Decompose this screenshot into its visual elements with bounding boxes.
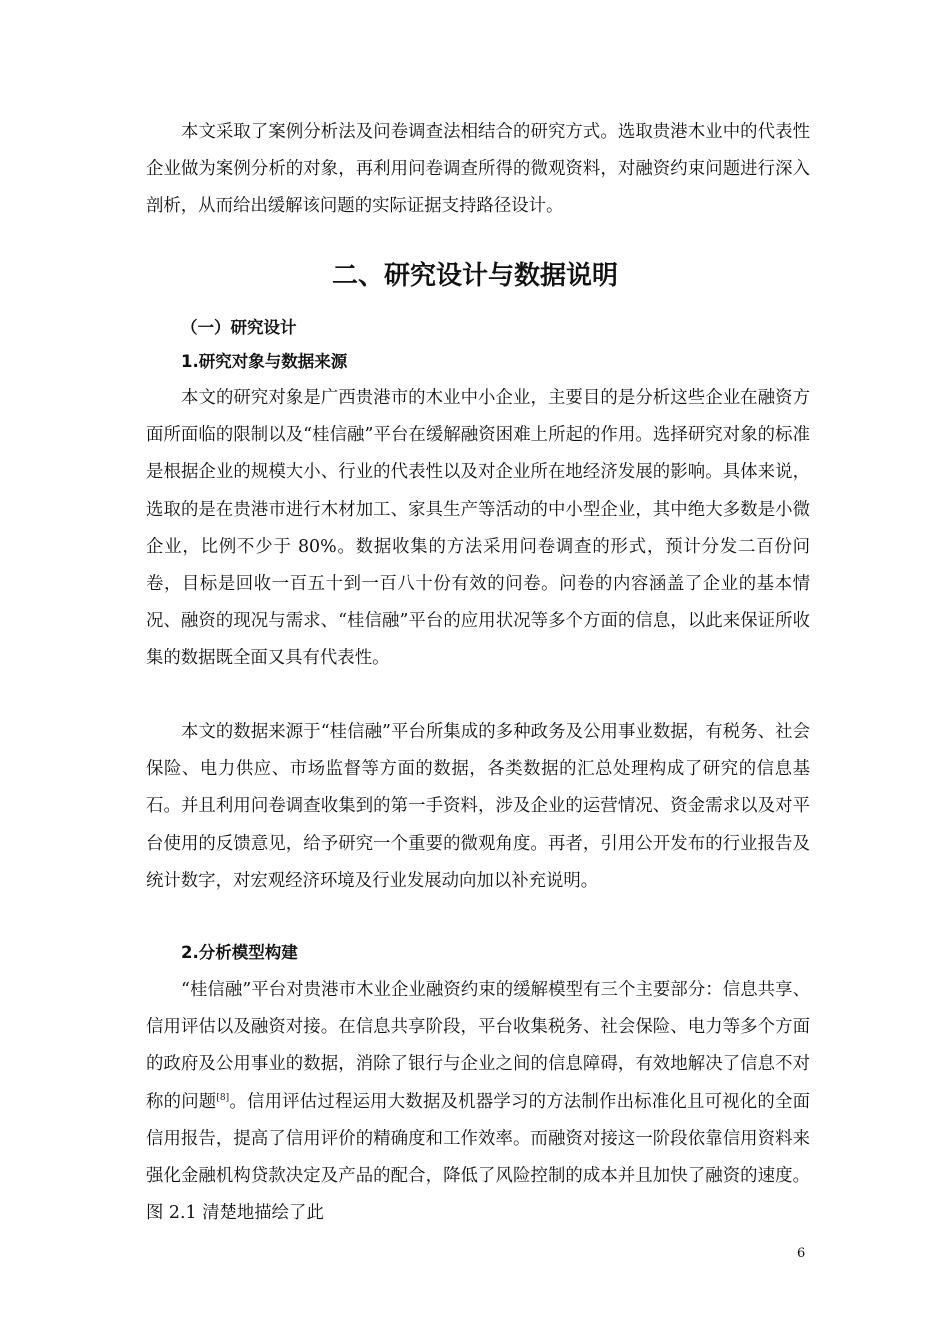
intro-paragraph: 本文采取了案例分析法及问卷调查法相结合的研究方式。选取贵港木业中的代表性企业做为案例分析的对象，再利用问卷调查所得的微观资料，对融资约束问题进行深入剖析，从而给出缓解该问题的实际证据支持路径设计。 (146, 122, 810, 217)
paragraph-research-object: 本文的研究对象是广西贵港市的木业中小企业，主要目的是分析这些企业在融资方面所面临的限制以及“桂信融”平台在缓解融资困难上所起的作用。选择研究对象的标准是根据企业的规模大小、行业的代表性以及对企业所在地经济发展的影响。具体来说，选取的是在贵港市进行木材加工、家具生产等活动的中小型企业，其中绝大多数是小微企业，比例不少于 80%。数据收集的方法采用问卷调查的形式，预计分发二百份问卷，目标是回收一百五十到一百八十份有效的问卷。问卷的内容涵盖了企业的基本情况、融资的现况与需求、“桂信融”平台的应用状况等多个方面的信息，以此来保证所收集的数据既全面又具有代表性。 (146, 388, 810, 669)
citation-mark: [8] (216, 1092, 230, 1103)
item-title-research-object: 1.研究对象与数据来源 (181, 352, 348, 371)
paragraph-data-source: 本文的数据来源于“桂信融”平台所集成的多种政务及公用事业数据，有税务、社会保险、电力供应、市场监督等方面的数据，各类数据的汇总处理构成了研究的信息基石。并且利用问卷调查收集到的第一手资料，涉及企业的运营情况、资金需求以及对平台使用的反馈意见，给予研究一个重要的微观角度。再者，引用公开发布的行业报告及统计数字，对宏观经济环境及行业发展动向加以补充说明。 (146, 722, 810, 891)
item-title-model: 2.分析模型构建 (181, 943, 298, 962)
page-number: 6 (797, 1246, 806, 1261)
paragraph-model-text-2: 。信用评估过程运用大数据及机器学习的方法制作出标准化且可视化的全面信用报告，提高了信用评价的精确度和工作效率。而融资对接这一阶段依靠信用资料来强化金融机构贷款决定及产品的配合，降低了风险控制的成本并且加快了融资的速度。图 2.1 清楚地描绘了此 (146, 1091, 810, 1224)
paragraph-model (146, 972, 810, 1232)
paragraph-model-text-1: “桂信融”平台对贵港市木业企业融资约束的缓解模型有三个主要部分：信息共享、信用评估以及融资对接。在信息共享阶段，平台收集税务、社会保险、电力等多个方面的政府及公用事业的数据，消除了银行与企业之间的信息障碍，有效地解决了信息不对称的问题 (146, 980, 810, 1112)
section-title: 二、研究设计与数据说明 (331, 261, 618, 291)
subsection-title: （一）研究设计 (181, 318, 297, 337)
